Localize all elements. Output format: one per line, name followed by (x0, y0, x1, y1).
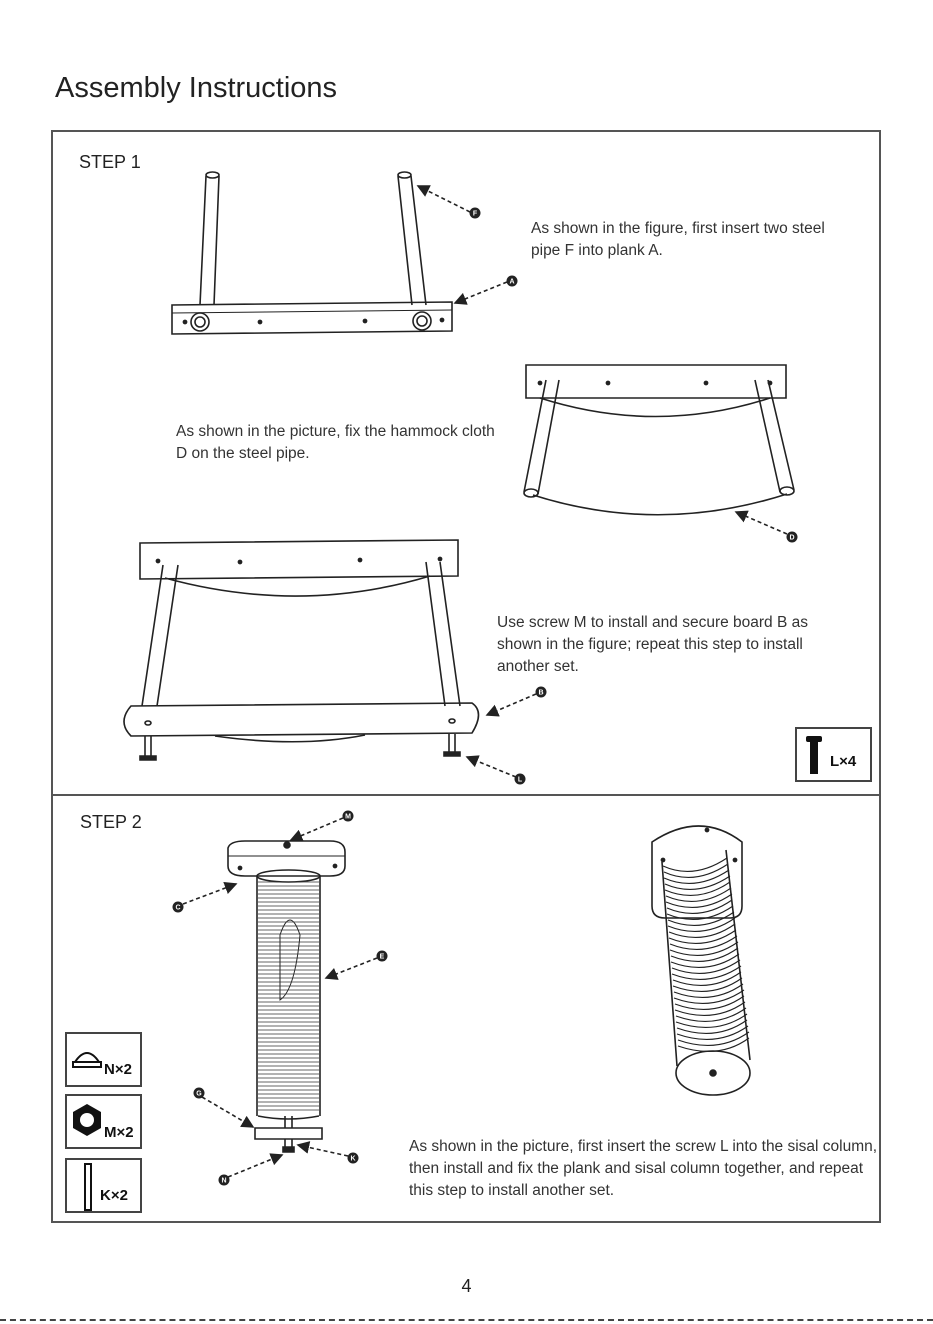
parts-kit-m-label: M×2 (104, 1124, 134, 1141)
svg-text:A: A (509, 278, 515, 286)
page-number: 4 (461, 1276, 472, 1296)
svg-text:M: M (345, 813, 351, 821)
parts-kit-n (65, 1032, 142, 1087)
parts-kit-l (795, 727, 872, 782)
plank-a-with-pipes-figure (172, 172, 452, 334)
svg-text:F: F (472, 210, 478, 218)
step2-label: STEP 2 (80, 812, 142, 832)
parts-kit-k (65, 1158, 142, 1213)
svg-text:K: K (350, 1155, 356, 1163)
hammock-cloth-figure (524, 365, 794, 515)
step1-instruction-3: Use screw M to install and secure board B as shown in the figure; repeat this step to install another set. (497, 614, 808, 675)
sisal-column-exploded-figure (228, 841, 345, 1152)
svg-text:B: B (538, 689, 544, 697)
svg-text:D: D (789, 534, 795, 542)
step1-instruction-1: As shown in the figure, first insert two steel pipe F into plank A. (531, 220, 825, 259)
parts-kit-k-label: K×2 (100, 1187, 128, 1204)
parts-kit-m (65, 1094, 142, 1149)
parts-kit-n-label: N×2 (104, 1061, 132, 1078)
cap-nut-icon (69, 1040, 109, 1080)
page-title: Assembly Instructions (55, 72, 338, 104)
sisal-rope-texture-left (258, 882, 319, 1110)
bolt-icon (803, 731, 833, 781)
svg-text:E: E (379, 953, 385, 961)
callout-markers (173, 208, 798, 1186)
parts-kit-l-label: L×4 (830, 753, 857, 770)
step2-instruction: As shown in the picture, first insert the screw L into the sisal column, then install and fix the plank and sisal column together, and repeat this step to install another set. (409, 1138, 878, 1199)
step1-instruction-2: As shown in the picture, fix the hammock cloth D on the steel pipe. (176, 423, 495, 462)
hex-nut-icon (69, 1102, 109, 1142)
svg-text:G: G (196, 1090, 202, 1098)
board-b-figure (124, 540, 479, 760)
svg-text:L: L (517, 776, 523, 784)
sisal-column-assembled-figure (652, 826, 750, 1095)
sisal-rope-texture-right (663, 858, 749, 1051)
svg-text:N: N (221, 1177, 227, 1185)
svg-text:C: C (175, 904, 181, 912)
step1-label: STEP 1 (79, 152, 141, 172)
page-cut-line (0, 1319, 933, 1321)
rod-icon (79, 1162, 99, 1212)
